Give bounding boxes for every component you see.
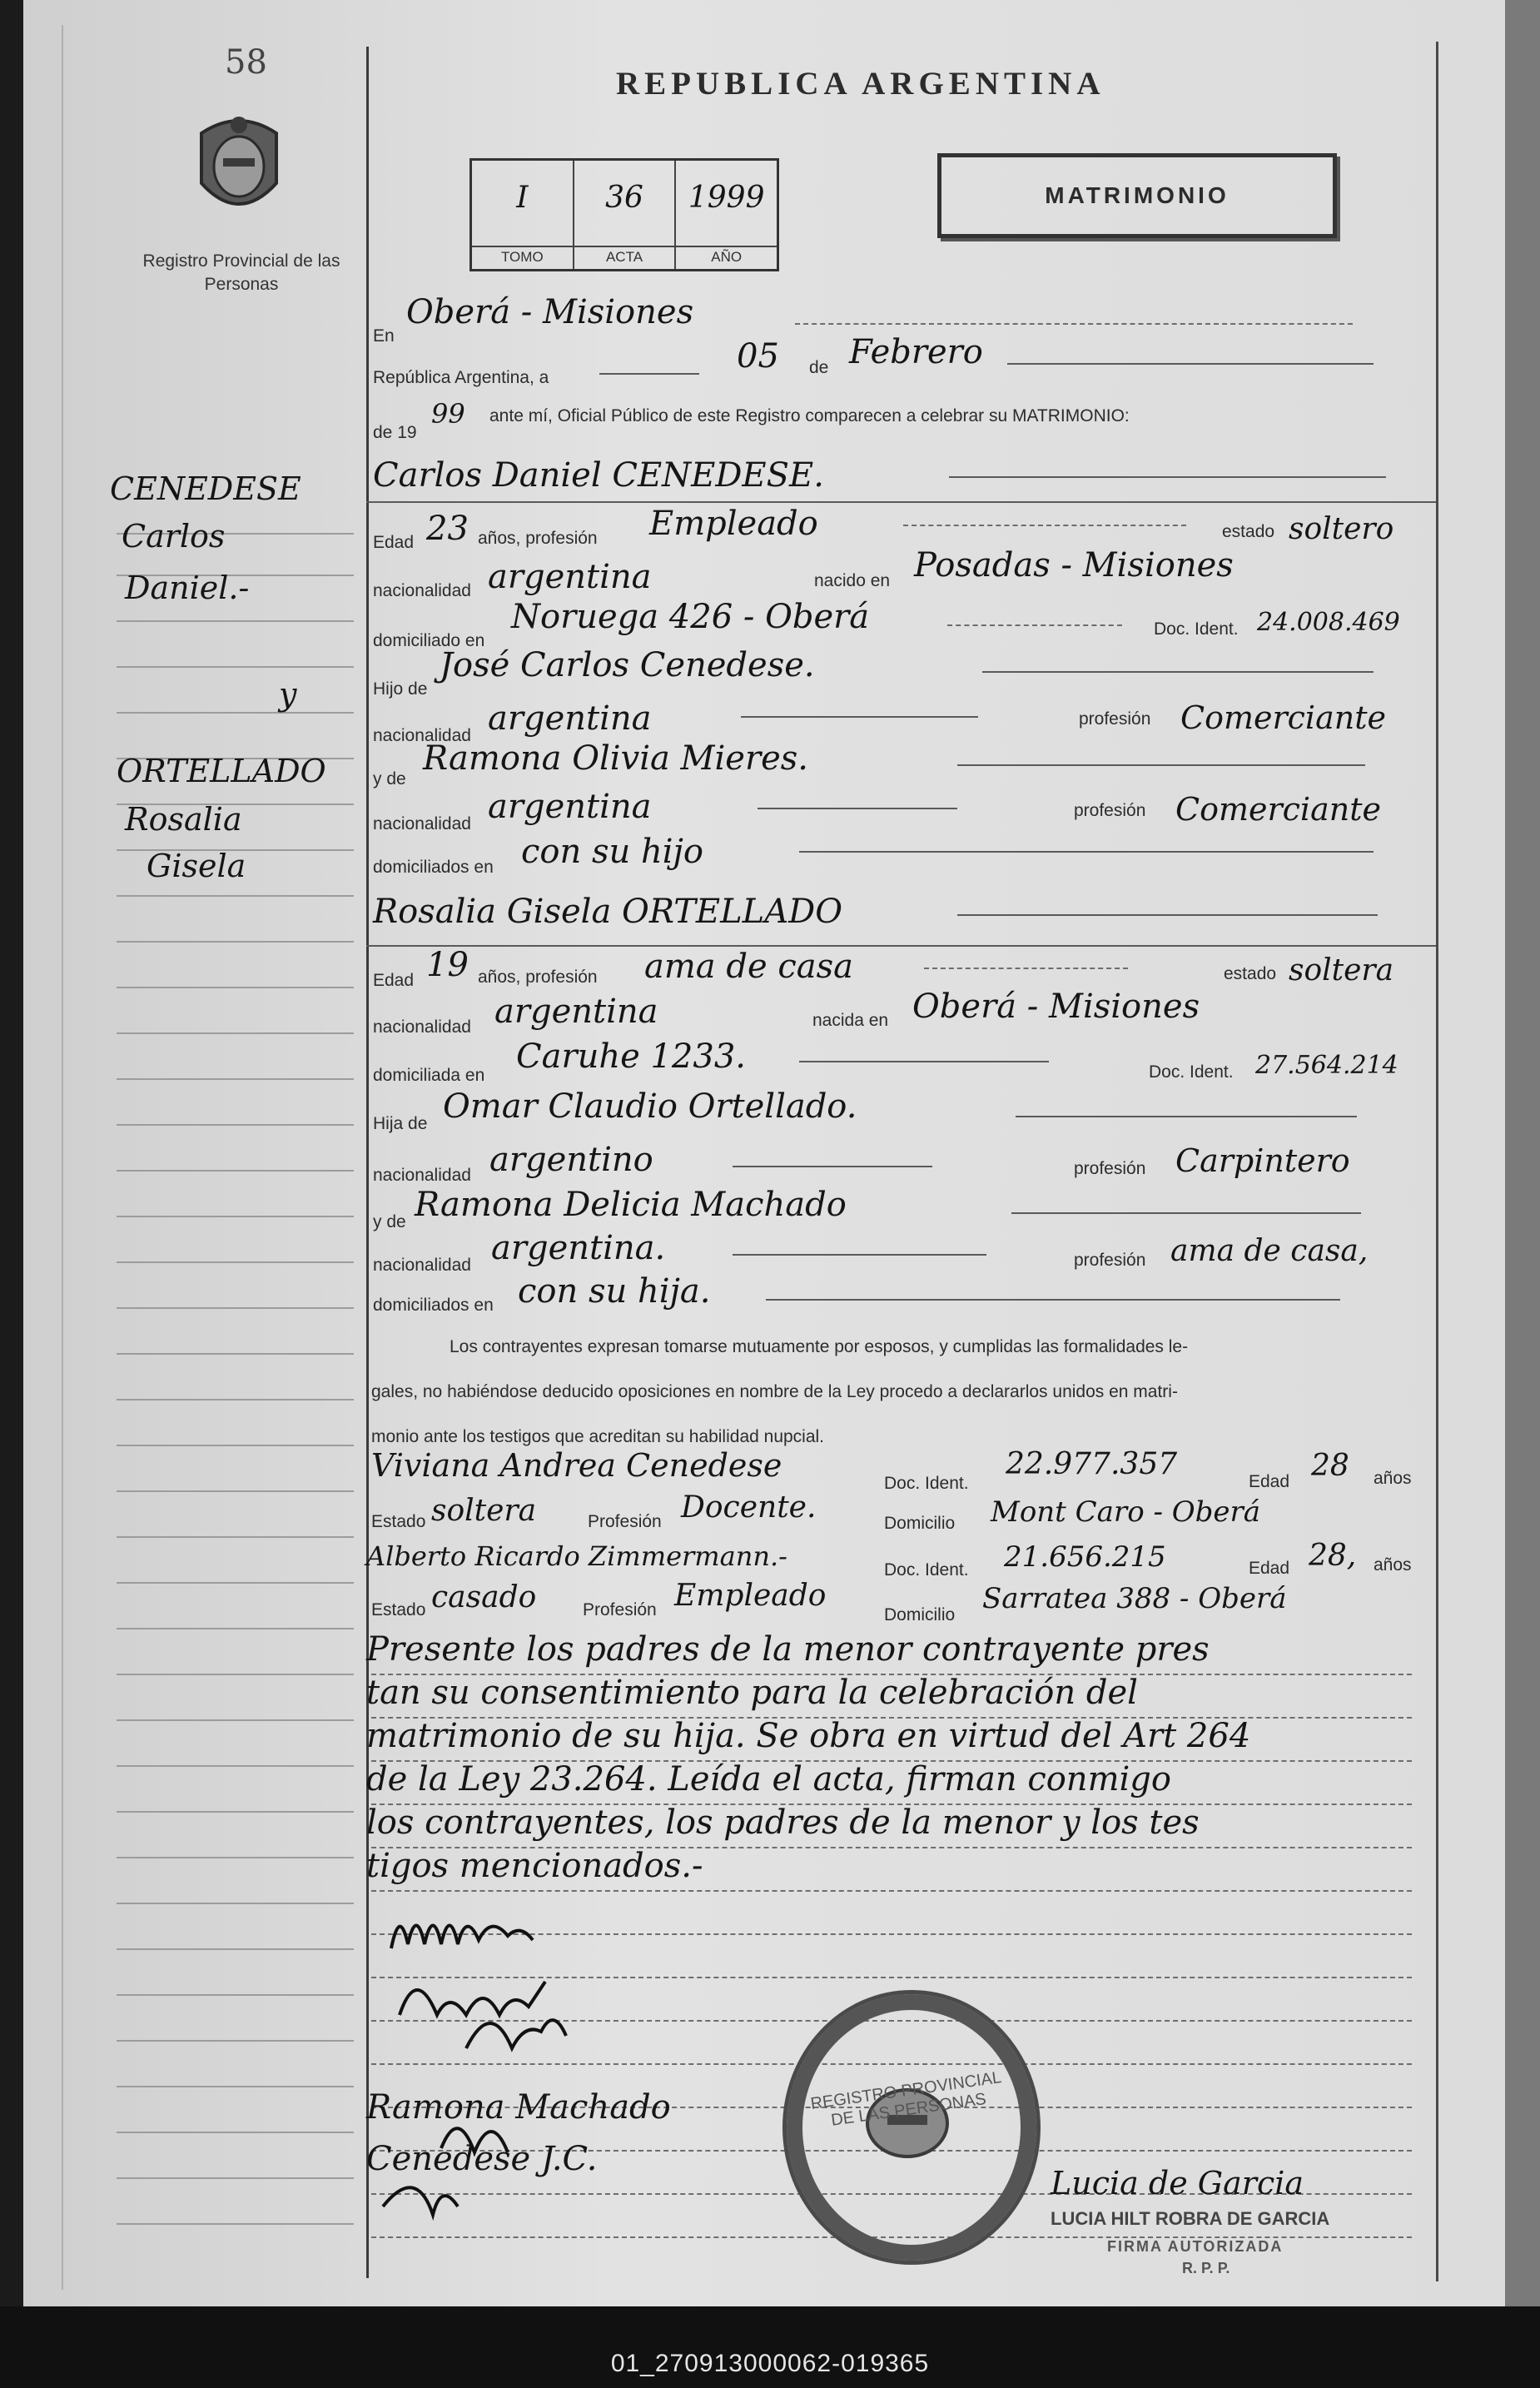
label-anos: años: [1374, 1555, 1412, 1575]
margin-rule: [117, 1353, 354, 1355]
label-estado: estado: [1222, 522, 1275, 541]
margin-rule: [117, 1765, 354, 1767]
groom-nationality: argentina: [488, 558, 652, 596]
ano-value: 1999: [688, 181, 765, 215]
label-profesion: profesión: [1074, 1251, 1146, 1270]
margin-rule: [117, 1032, 354, 1034]
act-place: Oberá - Misiones: [406, 293, 694, 331]
page-number: 58: [225, 43, 267, 82]
fill-line: [795, 323, 1353, 325]
tomo-cell: [472, 161, 574, 269]
label-domicilio: Domicilio: [884, 1605, 956, 1624]
fill-line: [1016, 1116, 1357, 1117]
label-republica: República Argentina, a: [373, 368, 549, 387]
margin-rule: [117, 2223, 354, 2225]
margin-rule: [117, 1582, 354, 1584]
label-y-de: y de: [373, 1212, 406, 1231]
label-edad: Edad: [373, 533, 415, 552]
label-nacida-en: nacida en: [812, 1011, 889, 1030]
ano-label: AÑO: [676, 246, 777, 266]
groom-father: José Carlos Cenedese.: [440, 646, 815, 684]
note-line: tigos mencionados.-: [366, 1847, 703, 1885]
registry-name: Registro Provincial de las Personas: [142, 251, 340, 294]
fill-line: [947, 624, 1122, 626]
fill-line: [741, 716, 978, 718]
label-y-de: y de: [373, 769, 406, 789]
label-domiciliados-en: domiciliados en: [373, 858, 494, 877]
section-rule: [366, 945, 1436, 947]
margin-conjunction: y: [279, 676, 297, 713]
margin-rule: [117, 895, 354, 897]
witness-2-profesion: Empleado: [674, 1579, 827, 1613]
official-name: LUCIA HILT ROBRA DE GARCIA: [1051, 2208, 1330, 2229]
witness-2-name: Alberto Ricardo Zimmermann.-: [366, 1540, 787, 1572]
declaration-line: Los contrayentes expresan tomarse mutuamente por esposos, y cumplidas las formalidades le-: [450, 1337, 1189, 1356]
bride-father-profession: Carpintero: [1175, 1142, 1350, 1179]
section-rule: [366, 501, 1436, 503]
label-estado-cap: Estado: [371, 1512, 426, 1531]
margin-rule: [117, 1857, 354, 1858]
signature-mother: Ramona Machado: [366, 2088, 671, 2127]
fill-line: [799, 1061, 1049, 1062]
margin-rule: [117, 2177, 354, 2179]
bride-mother: Ramona Delicia Machado: [415, 1186, 847, 1224]
acta-label: ACTA: [574, 246, 675, 266]
witness-1-estado: soltera: [431, 1494, 537, 1528]
fill-line: [903, 525, 1186, 526]
witness-1-domicilio: Mont Caro - Oberá: [991, 1495, 1261, 1529]
margin-rule: [117, 2086, 354, 2087]
bride-age: 19: [426, 946, 469, 984]
margin-rule: [117, 1536, 354, 1538]
margin-rule: [117, 620, 354, 622]
margin-rule: [117, 1445, 354, 1446]
label-domiciliado-en: domiciliado en: [373, 631, 485, 650]
margin-rule: [117, 1994, 354, 1996]
witness-2-estado: casado: [431, 1580, 537, 1614]
margin-rule: [117, 987, 354, 988]
label-estado: estado: [1224, 964, 1277, 983]
groom-profession: Empleado: [649, 505, 818, 543]
declaration-line: gales, no habiéndose deducido oposiciones en nombre de la Ley procedo a declararlos unidos en matri-: [371, 1382, 1178, 1401]
margin-rule: [117, 1307, 354, 1309]
act-year: 99: [431, 398, 465, 430]
label-ante-mi: ante mí, Oficial Público de este Registro comparecen a celebrar su MATRIMONIO:: [489, 406, 1130, 425]
signature-father: Cenedese J.C.: [366, 2140, 598, 2178]
page-edge-line: [62, 25, 63, 2290]
book-spine: [1505, 0, 1540, 2306]
official-title: FIRMA AUTORIZADA: [1107, 2238, 1284, 2255]
fill-line: [949, 476, 1386, 478]
margin-groom-first: Carlos: [122, 518, 226, 555]
groom-doc: 24.008.469: [1257, 608, 1400, 637]
label-domicilio: Domicilio: [884, 1514, 956, 1533]
margin-rule: [117, 1261, 354, 1263]
label-anos-profesion: años, profesión: [478, 529, 598, 548]
bride-mother-profession: ama de casa,: [1170, 1234, 1369, 1268]
groom-mother-nationality: argentina: [488, 788, 652, 826]
bride-nationality: argentina: [494, 993, 658, 1031]
stamp-text: REGISTRO PROVINCIAL DE LAS PERSONAS: [809, 2068, 1003, 2130]
label-doc-ident: Doc. Ident.: [884, 1560, 969, 1580]
groom-full-name: Carlos Daniel CENEDESE.: [373, 456, 824, 495]
groom-mother-profession: Comerciante: [1175, 791, 1381, 828]
fill-line: [599, 373, 699, 375]
label-de: de: [809, 358, 829, 377]
witness-2-doc: 21.656.215: [1004, 1540, 1166, 1574]
bride-profession: ama de casa: [644, 948, 853, 986]
note-line: matrimonio de su hija. Se obra en virtud del Art 264: [366, 1717, 1251, 1755]
margin-rule: [117, 1490, 354, 1492]
label-anos: años: [1374, 1469, 1412, 1488]
country-header: REPUBLICA ARGENTINA: [616, 66, 1105, 102]
witness-1-name: Viviana Andrea Cenedese: [371, 1447, 782, 1484]
official-org: R. P. P.: [1182, 2260, 1230, 2276]
label-domiciliada-en: domiciliada en: [373, 1066, 485, 1085]
bride-doc: 27.564.214: [1255, 1051, 1398, 1080]
groom-father-profession: Comerciante: [1180, 699, 1386, 736]
margin-rule: [117, 1903, 354, 1904]
margin-bride-first: Rosalia: [125, 801, 242, 838]
fill-line: [924, 968, 1128, 969]
label-profesion: profesión: [1079, 709, 1151, 729]
note-line: de la Ley 23.264. Leída el acta, firman conmigo: [366, 1760, 1171, 1798]
label-nacionalidad: nacionalidad: [373, 1166, 471, 1185]
margin-rule: [117, 1399, 354, 1400]
bride-mother-nationality: argentina.: [491, 1229, 666, 1267]
margin-rule: [117, 1078, 354, 1080]
record-type-box: MATRIMONIO: [937, 153, 1337, 238]
label-edad: Edad: [1249, 1559, 1290, 1578]
margin-rule: [117, 1719, 354, 1721]
groom-parents-address: con su hijo: [521, 833, 704, 871]
coat-of-arms-seal: [190, 108, 288, 225]
fill-line: [1007, 363, 1374, 365]
groom-father-nationality: argentina: [488, 699, 652, 738]
label-profesion-cap: Profesión: [583, 1600, 657, 1619]
label-hija-de: Hija de: [373, 1114, 428, 1133]
label-profesion: profesión: [1074, 1159, 1146, 1178]
label-en: En: [373, 326, 395, 346]
groom-birthplace: Posadas - Misiones: [914, 546, 1234, 585]
groom-mother: Ramona Olivia Mieres.: [423, 739, 809, 778]
label-nacionalidad: nacionalidad: [373, 1017, 471, 1037]
tomo-label: TOMO: [472, 246, 573, 266]
party-signatures: [366, 1890, 782, 2256]
label-de-year: de 19: [373, 423, 417, 442]
fill-line: [957, 914, 1378, 916]
reference-table: [469, 158, 779, 271]
fill-line: [799, 851, 1374, 853]
witness-2-domicilio: Sarratea 388 - Oberá: [982, 1582, 1287, 1615]
acta-cell: [574, 161, 677, 269]
label-nacionalidad: nacionalidad: [373, 726, 471, 745]
bride-birthplace: Oberá - Misiones: [912, 988, 1200, 1026]
bride-full-name: Rosalia Gisela ORTELLADO: [373, 893, 842, 931]
scan-id: 01_270913000062-019365: [610, 2350, 930, 2377]
label-nacionalidad: nacionalidad: [373, 581, 471, 600]
right-border: [1436, 42, 1438, 2281]
label-edad: Edad: [1249, 1472, 1290, 1491]
margin-rule: [117, 941, 354, 943]
fill-line: [1011, 1212, 1361, 1214]
fill-line: [758, 808, 957, 809]
label-doc-ident: Doc. Ident.: [1149, 1062, 1234, 1082]
label-profesion-cap: Profesión: [588, 1512, 662, 1531]
margin-groom-surname: CENEDESE: [110, 470, 301, 507]
fill-line: [733, 1166, 932, 1167]
groom-marital-status: soltero: [1289, 512, 1394, 546]
label-profesion: profesión: [1074, 801, 1146, 820]
fill-line: [766, 1299, 1340, 1301]
margin-rule: [117, 2132, 354, 2133]
act-day: 05: [737, 337, 779, 376]
margin-rule: [117, 1628, 354, 1629]
declaration-line: monio ante los testigos que acreditan su habilidad nupcial.: [371, 1427, 825, 1446]
margin-rule: [117, 1124, 354, 1126]
margin-rule: [117, 1811, 354, 1813]
witness-1-doc: 22.977.357: [1006, 1447, 1178, 1481]
label-nacionalidad: nacionalidad: [373, 1256, 471, 1275]
ano-cell: [676, 161, 777, 269]
note-line: Presente los padres de la menor contrayente pres: [366, 1630, 1210, 1669]
witness-1-profesion: Docente.: [681, 1490, 817, 1525]
bride-parents-address: con su hija.: [518, 1272, 711, 1311]
act-month: Febrero: [849, 333, 983, 371]
margin-bride-second: Gisela: [147, 848, 246, 884]
margin-bride-surname: ORTELLADO: [117, 753, 326, 789]
witness-2-age: 28,: [1309, 1539, 1357, 1573]
bride-address: Caruhe 1233.: [516, 1037, 746, 1076]
margin-rule: [117, 1674, 354, 1675]
margin-rule: [117, 2040, 354, 2042]
label-doc-ident: Doc. Ident.: [1154, 619, 1239, 639]
margin-rule: [117, 1948, 354, 1950]
label-anos-profesion: años, profesión: [478, 968, 598, 987]
fill-line: [982, 671, 1374, 673]
groom-age: 23: [426, 510, 469, 548]
witness-1-age: 28: [1311, 1449, 1349, 1483]
fill-line: [733, 1254, 986, 1256]
margin-rule: [117, 1216, 354, 1217]
groom-address: Noruega 426 - Oberá: [511, 598, 870, 636]
margin-groom-second: Daniel.-: [125, 570, 250, 606]
label-hijo-de: Hijo de: [373, 679, 428, 699]
note-line: tan su consentimiento para la celebración del: [366, 1674, 1138, 1712]
label-estado-cap: Estado: [371, 1600, 426, 1619]
label-nacido-en: nacido en: [814, 571, 891, 590]
tomo-value: I: [516, 181, 529, 215]
label-domiciliados-en: domiciliados en: [373, 1296, 494, 1315]
bride-father-nationality: argentino: [489, 1141, 653, 1179]
fill-line: [957, 764, 1365, 766]
official-signature: Lucia de Garcia: [1051, 2165, 1304, 2201]
acta-value: 36: [605, 181, 643, 215]
note-line: los contrayentes, los padres de la menor y los tes: [366, 1803, 1200, 1842]
bride-marital-status: soltera: [1289, 953, 1394, 988]
label-doc-ident: Doc. Ident.: [884, 1474, 969, 1493]
margin-rule: [117, 712, 354, 714]
label-nacionalidad: nacionalidad: [373, 814, 471, 833]
label-edad: Edad: [373, 971, 415, 990]
bride-father: Omar Claudio Ortellado.: [443, 1087, 857, 1126]
margin-rule: [117, 1170, 354, 1172]
margin-rule: [117, 666, 354, 668]
